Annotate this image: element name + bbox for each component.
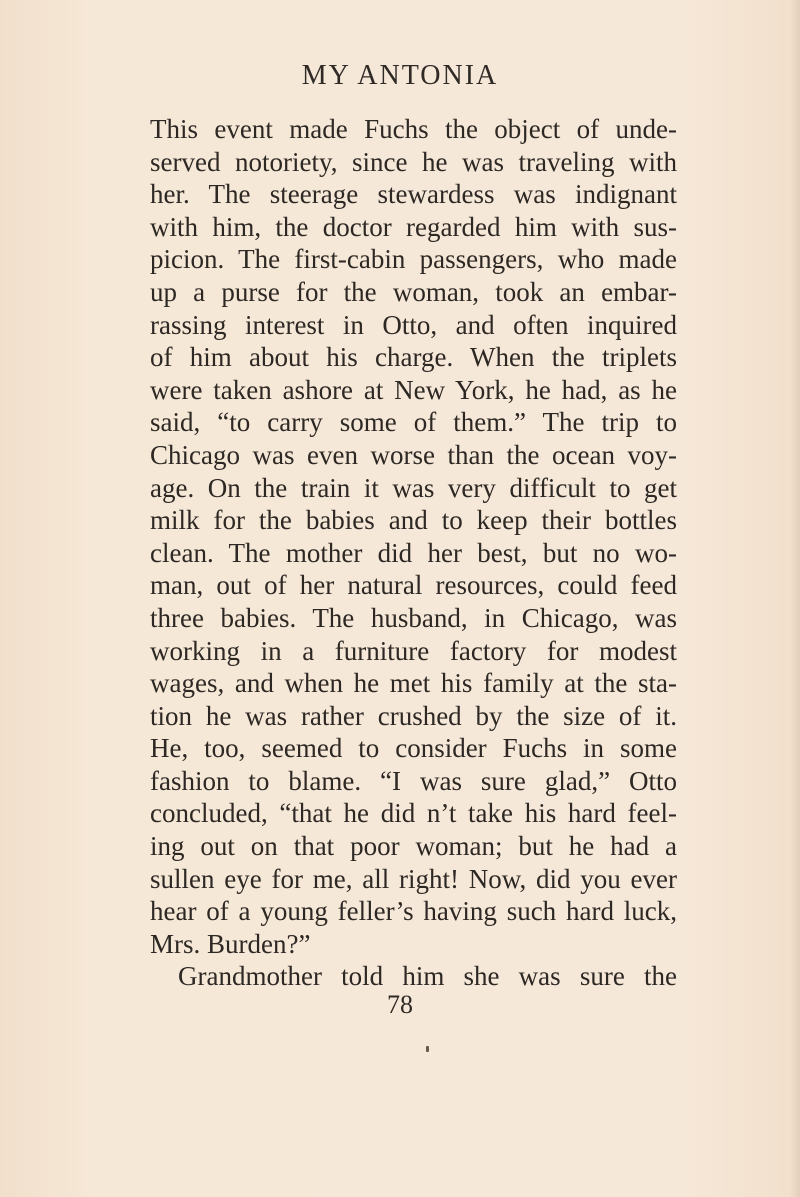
text-line: her. The steerage stewardess was indignant [150, 179, 677, 210]
text-line: This event made Fuchs the object of unde- [150, 114, 677, 144]
text-line: picion. The first-cabin passengers, who made [150, 244, 677, 275]
text-line: served notoriety, since he was traveling with [150, 146, 677, 177]
text-line: concluded, “that he did n’t take his hard feel- [150, 798, 677, 829]
text-line: three babies. The husband, in Chicago, was [150, 602, 677, 633]
text-line: rassing interest in Otto, and often inquired [150, 309, 677, 340]
text-line: up a purse for the woman, took an embar- [150, 276, 677, 307]
page-number: 78 [387, 990, 413, 1019]
text-line: man, out of her natural resources, could feed [150, 570, 677, 601]
text-line: with him, the doctor regarded him with sus- [150, 211, 677, 242]
body-text [150, 113, 677, 993]
text-line: hear of a young feller’s having such hard luck, [150, 896, 677, 927]
text-line: He, too, seemed to consider Fuchs in some [150, 733, 677, 764]
text-line: tion he was rather crushed by the size of it. [150, 700, 677, 731]
text-line: said, “to carry some of them.” The trip to [150, 407, 677, 438]
text-line: working in a furniture factory for modest [150, 635, 677, 666]
text-line: milk for the babies and to keep their bottles [150, 505, 677, 536]
text-line: age. On the train it was very difficult to get [150, 472, 677, 503]
text-line: were taken ashore at New York, he had, as he [150, 374, 677, 405]
text-line: clean. The mother did her best, but no wo- [150, 537, 677, 568]
text-line: sullen eye for me, all right! Now, did you ever [150, 863, 677, 894]
text-line: Chicago was even worse than the ocean voy- [150, 439, 677, 470]
text-line-paragraph-start: Grandmother told him she was sure the [178, 961, 677, 992]
text-line: wages, and when he met his family at the sta- [150, 668, 677, 699]
text-line: of him about his charge. When the triplets [150, 342, 677, 373]
text-line-paragraph-end: Mrs. Burden?” [150, 928, 311, 959]
text-line: fashion to blame. “I was sure glad,” Otto [150, 765, 677, 796]
text-line: ing out on that poor woman; but he had a [150, 831, 677, 862]
running-head: MY ANTONIA [301, 60, 499, 91]
paper-speck [426, 1046, 429, 1052]
